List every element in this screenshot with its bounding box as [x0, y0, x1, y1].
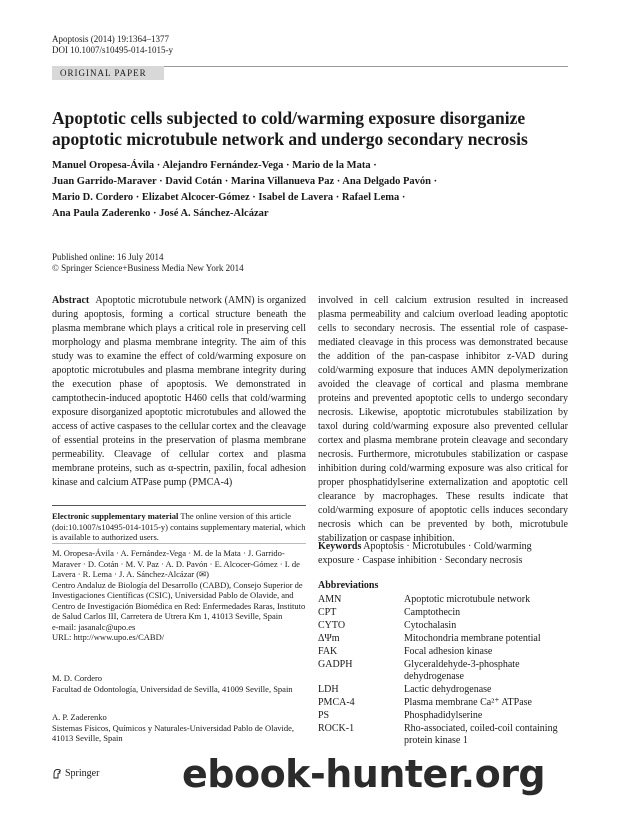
article-title: Apoptotic cells subjected to cold/warming exposure disorganize apoptotic microtubule network and undergo secondary necrosis	[52, 108, 528, 149]
author-line: Manuel Oropesa-Ávila · Alejandro Fernández-Vega · Mario de la Mata ·	[52, 160, 377, 171]
abbreviation-row	[318, 723, 568, 748]
abbreviation-definition: Rho-associated, coiled-coil containing protein kinase 1	[404, 723, 558, 746]
abbreviation-row	[318, 607, 568, 620]
abbreviation-row	[318, 684, 568, 697]
abbreviation-definition: Apoptotic microtubule network	[404, 594, 531, 605]
affiliation-block-1	[52, 548, 306, 643]
keywords-text: Apoptosis · Microtubules · Cold/warming exposure · Caspase inhibition · Secondary necrosis	[318, 541, 532, 566]
abbreviation-definition: Phosphadidylserine	[404, 710, 483, 721]
doi-line: DOI 10.1007/s10495-014-1015-y	[52, 45, 173, 55]
affiliation-url[interactable]: URL: http://www.upo.es/CABD/	[52, 632, 165, 642]
publisher-name: Springer	[65, 768, 100, 779]
abbreviation-row	[318, 697, 568, 710]
abbreviation-definition: Cytochalasin	[404, 620, 457, 631]
abbreviations-title: Abbreviations	[318, 580, 379, 591]
abbreviation-definition: Plasma membrane Ca²⁺ ATPase	[404, 697, 532, 708]
section-divider	[164, 66, 568, 67]
abbreviation-row	[318, 646, 568, 659]
keywords-label: Keywords	[318, 541, 362, 552]
supplementary-note	[52, 511, 306, 543]
abbreviation-row	[318, 633, 568, 646]
affiliation-divider	[52, 543, 306, 544]
esm-doi-link[interactable]: 10.1007/s10495-014-1015-y	[68, 521, 166, 532]
affiliation-address: Centro Andaluz de Biología del Desarrollo (CABD), Consejo Superior de Investigaciones Científicas (CSIC), Universidad Pablo de Olavide, and Centro de Investigación Biomédica en Red: Enfermedades Raras, Instituto de Salud Carlos III, Carretera de Utrera Km 1, 41013 Seville, Spain	[52, 579, 306, 621]
publisher-logo	[52, 768, 99, 779]
abbreviation-term: CYTO	[318, 620, 346, 631]
affiliation-names: M. D. Cordero	[52, 673, 103, 683]
abbreviation-definition: Mitochondria membrane potential	[404, 633, 541, 644]
abbreviation-term: PMCA-4	[318, 697, 355, 708]
abbreviations-table	[318, 594, 568, 748]
abbreviation-term: ROCK-1	[318, 723, 355, 734]
abbreviation-row	[318, 620, 568, 633]
abbreviation-term: PS	[318, 710, 330, 721]
affiliation-names: M. Oropesa-Ávila · A. Fernández-Vega · M. de la Mata · J. Garrido-Maraver · D. Cotán · M. V. Paz · A. D. Pavón · E. Alcocer-Gómez · I. de Lavera · R. Lema · J. A. Sánchez-Alcázar (✉)	[52, 548, 300, 579]
esm-label: Electronic supplementary material	[52, 511, 179, 521]
author-line: Mario D. Cordero · Elizabet Alcocer-Gómez · Isabel de Lavera · Rafael Lema ·	[52, 192, 406, 203]
abbreviation-term: AMN	[318, 594, 342, 605]
affiliation-block-3	[52, 712, 306, 744]
affiliation-names: A. P. Zaderenko	[52, 712, 107, 722]
abbreviation-row	[318, 659, 568, 684]
affiliation-email[interactable]: e-mail: jasanalc@upo.es	[52, 621, 136, 632]
journal-citation: Apoptosis (2014) 19:1364–1377	[52, 34, 169, 44]
journal-header	[52, 34, 173, 56]
footnote-divider	[52, 505, 306, 506]
author-list	[52, 158, 572, 222]
esm-text-before: The online version of this article (doi:	[52, 511, 292, 532]
abstract-text-left: Apoptotic microtubule network (AMN) is organized during apoptosis, forming a cortical structure beneath the plasma membrane which plays a critical role in preserving cell morphology and plasma membrane integrity. The aim of this study was to examine the effect of cold/warming exposure on apoptotic microtubules and plasma membrane integrity during the execution phase of apoptosis. We demonstrated in camptothecin-induced apoptotic H460 cells that cold/warming exposure disorganized apoptotic microtubules and allowed the access of active caspases to the cellular cortex and the cleavage of essential proteins in the preservation of plasma membrane permeability. Cleavage of cellular cortex and plasma membrane proteins, such as α-spectrin, paxilin, focal adhesion kinase and calcium ATPase pump (PMCA-4)	[52, 295, 306, 488]
affiliation-address: Sistemas Físicos, Químicos y Naturales-Universidad Pablo de Olavide, 41013 Seville, Spain	[52, 722, 294, 743]
author-line: Juan Garrido-Maraver · David Cotán · Marina Villanueva Paz · Ana Delgado Pavón ·	[52, 176, 438, 187]
esm-text-after: ) contains supplementary material, which is available to authorized users.	[52, 521, 306, 542]
publication-info	[52, 252, 244, 274]
section-tag: ORIGINAL PAPER	[52, 66, 164, 80]
affiliation-block-2	[52, 673, 306, 694]
published-date: Published online: 16 July 2014	[52, 252, 164, 262]
abbreviation-term: LDH	[318, 684, 339, 695]
abbreviation-term: CPT	[318, 607, 337, 618]
abstract-right-column: involved in cell calcium extrusion resulted in increased plasma permeability and calcium overload leading apoptotic cells to secondary necrosis. The essential role of caspase-mediated cleavage in this process was demonstrated because the addition of the pan-caspase inhibitor z-VAD during cold/warming exposure that induces AMN depolymerization avoided the cleavage of cortical and plasma membrane proteins and prevented apoptotic cells to undergo secondary necrosis. Likewise, apoptotic microtubules stabilization by taxol during cold/warming exposure also prevented cellular cortex and plasma membrane protein cleavage and secondary necrosis. Furthermore, microtubules stabilization or caspase inhibition during cold/warming exposure was also critical for proper phosphatidylserine externalization and apoptotic cell clearance by macrophages. These results indicate that cold/warming exposure of apoptotic cells induces secondary necrosis which can be prevented by both, microtubule stabilization or caspase inhibition.	[318, 295, 568, 544]
abbreviation-row	[318, 710, 568, 723]
abbreviation-definition: Lactic dehydrogenase	[404, 684, 492, 695]
abbreviation-definition: Glyceraldehyde-3-phosphate dehydrogenase	[404, 659, 520, 682]
abbreviation-definition: Camptothecin	[404, 607, 461, 618]
watermark: ebook-hunter.org	[182, 752, 546, 796]
abstract-left-column	[52, 294, 306, 490]
abbreviation-term: GADPH	[318, 659, 353, 670]
author-line: Ana Paula Zaderenko · José A. Sánchez-Alcázar	[52, 208, 269, 219]
springer-horse-icon	[52, 768, 62, 779]
affiliation-address: Facultad de Odontología, Universidad de Sevilla, 41009 Seville, Spain	[52, 683, 293, 694]
abbreviation-row	[318, 594, 568, 607]
copyright-line: © Springer Science+Business Media New York 2014	[52, 263, 244, 273]
abbreviation-definition: Focal adhesion kinase	[404, 646, 493, 657]
abstract-label: Abstract	[52, 295, 90, 306]
keywords	[318, 540, 568, 567]
abbreviation-term: FAK	[318, 646, 338, 657]
abbreviation-term: ΔΨm	[318, 633, 340, 644]
